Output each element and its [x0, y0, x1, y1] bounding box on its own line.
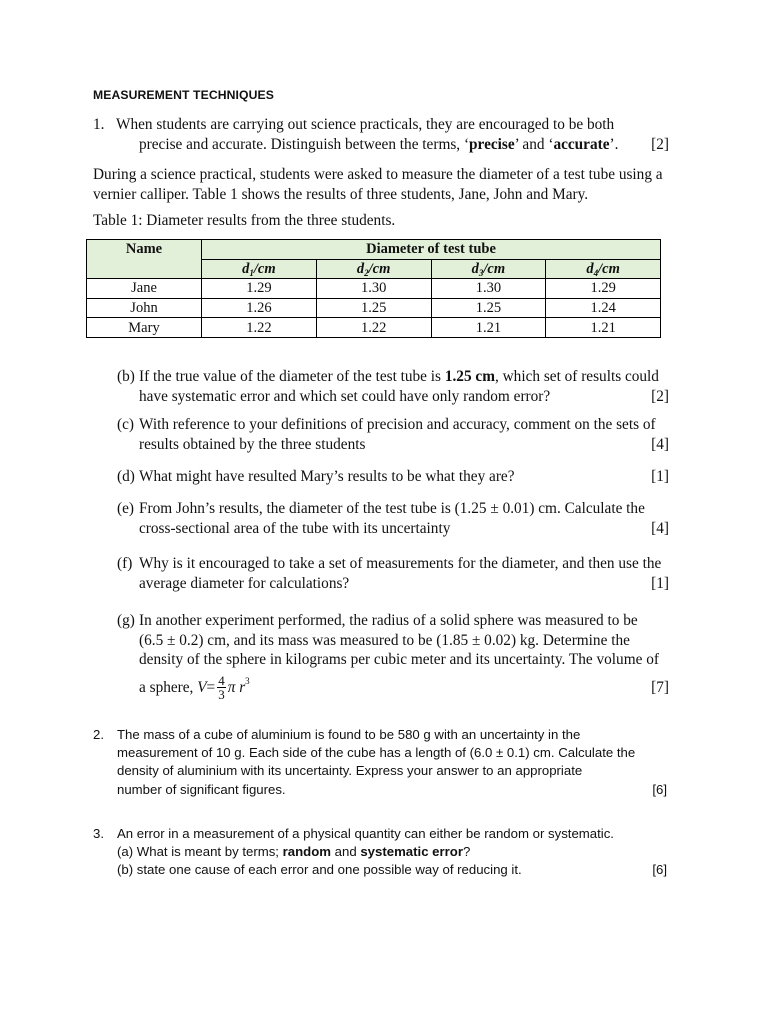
question-1f [117, 554, 669, 593]
question-text-line: From John’s results, the diameter of the test tube is (1.25 ± 0.01) cm. Calculate the [139, 500, 645, 517]
question-text-line: An error in a measurement of a physical quantity can either be random or systematic. [117, 826, 614, 841]
question-1d [117, 467, 669, 487]
question-text-line: With reference to your definitions of precision and accuracy, comment on the sets of [139, 416, 656, 433]
diameter-cell: 1.30 [316, 279, 431, 299]
paragraph-line: During a science practical, students were asked to measure the diameter of a test tube using a [93, 166, 663, 183]
diameter-cell: 1.21 [431, 318, 546, 338]
part-label: (b) [117, 862, 134, 878]
table-row [87, 279, 661, 299]
diameter-cell: 1.26 [202, 298, 317, 318]
diameter-subheader: $d_2/cm$ [316, 259, 431, 279]
question-text-line: results obtained by the three students [4] [139, 435, 669, 453]
question-text-line: average diameter for calculations? [1] [139, 574, 669, 592]
question-3b: (b) state one cause of each error and one possible way of reducing it. [6] [93, 861, 667, 879]
marks: [7] [651, 678, 669, 696]
term-precise: precise [469, 135, 515, 153]
term-accurate: accurate [553, 135, 610, 153]
question-text-line: If the true value of the diameter of the test tube is 1.25 cm, which set of results could [139, 368, 659, 385]
question-1 [93, 115, 669, 154]
term-systematic-error: systematic error [360, 844, 463, 860]
question-text-line: density of aluminium with its uncertainty. Express your answer to an appropriate [117, 763, 583, 779]
part-label: (c) [117, 416, 134, 433]
true-value: 1.25 cm [444, 368, 495, 385]
diameter-subheader: $d_4/cm$ [546, 259, 661, 279]
question-text-line: When students are carrying out science practicals, they are encouraged to be both [116, 116, 615, 133]
diameter-header: Diameter of test tube [202, 240, 661, 260]
question-1e [117, 499, 669, 538]
question-1b [117, 367, 669, 406]
marks: [6] [652, 781, 667, 797]
page-title: MEASUREMENT TECHNIQUES [93, 88, 274, 102]
question-text-line: have systematic error and which set could have only random error? [2] [139, 387, 669, 405]
question-text-line: Why is it encouraged to take a set of measurements for the diameter, and then use the [139, 555, 662, 572]
question-1g [117, 611, 669, 701]
paragraph-line: vernier calliper. Table 1 shows the results of three students, Jane, John and Mary. [93, 185, 589, 203]
diameter-subheader: $d_1/cm$ [202, 259, 317, 279]
results-table [86, 239, 661, 338]
name-column-header: Name [87, 240, 202, 279]
sphere-volume-formula: V= $\frac{4}{3}$ π $r^3$ [197, 673, 250, 703]
question-3a: (a) What is meant by terms; random and systematic error? [117, 844, 471, 860]
table-row [87, 318, 661, 338]
diameter-cell: 1.29 [202, 279, 317, 299]
table-row [87, 298, 661, 318]
part-label: (e) [117, 500, 134, 517]
question-1c [117, 415, 669, 454]
question-text-line: measurement of 10 g. Each side of the cube has a length of (6.0 ± 0.1) cm. Calculate the [117, 745, 636, 761]
student-name-cell: Jane [87, 279, 202, 299]
question-number: 2. [93, 727, 104, 742]
question-text-line: The mass of a cube of aluminium is found to be 580 g with an uncertainty in the [117, 727, 581, 742]
part-label: (b) [117, 368, 135, 385]
question-text-line: cross-sectional area of the tube with its uncertainty [4] [139, 519, 669, 537]
question-text-line: (6.5 ± 0.2) cm, and its mass was measured to be (1.85 ± 0.02) kg. Determine the [139, 631, 630, 649]
diameter-cell: 1.21 [546, 318, 661, 338]
question-number: 1. [93, 116, 105, 133]
marks: [1] [651, 574, 669, 592]
marks: [4] [651, 519, 669, 537]
diameter-cell: 1.22 [202, 318, 317, 338]
question-text-line: number of significant figures. [6] [93, 781, 667, 799]
diameter-subheader: $d_3/cm$ [431, 259, 546, 279]
question-2 [93, 726, 667, 799]
student-name-cell: John [87, 298, 202, 318]
student-name-cell: Mary [87, 318, 202, 338]
diameter-cell: 1.24 [546, 298, 661, 318]
part-label: (a) [117, 844, 134, 860]
part-label: (d) [117, 468, 135, 485]
marks: [2] [651, 135, 669, 153]
marks: [1] [651, 468, 669, 485]
part-label: (g) [117, 612, 135, 629]
diameter-cell: 1.30 [431, 279, 546, 299]
diameter-cell: 1.22 [316, 318, 431, 338]
part-label: (f) [117, 555, 133, 572]
question-number: 3. [93, 826, 104, 841]
term-random: random [282, 844, 331, 860]
marks: [2] [651, 387, 669, 405]
question-text-line: What might have resulted Mary’s results to be what they are? [1] [139, 468, 669, 485]
question-text-line: In another experiment performed, the radius of a solid sphere was measured to be [139, 612, 638, 629]
question-text-line: density of the sphere in kilograms per cubic meter and its uncertainty. The volume of [139, 651, 659, 668]
table-caption: Table 1: Diameter results from the three students. [93, 212, 396, 229]
question-3 [93, 825, 667, 880]
diameter-cell: 1.25 [431, 298, 546, 318]
question-text-line: precise and accurate. Distinguish between the terms, ‘precise’ and ‘accurate’. [2] [139, 135, 669, 153]
intro-paragraph [93, 165, 673, 204]
marks: [4] [651, 435, 669, 453]
diameter-cell: 1.25 [316, 298, 431, 318]
diameter-cell: 1.29 [546, 279, 661, 299]
marks: [6] [652, 862, 667, 878]
question-text-line: a sphere, V= $\frac{4}{3}$ π $r^3$ [7] [139, 673, 669, 703]
